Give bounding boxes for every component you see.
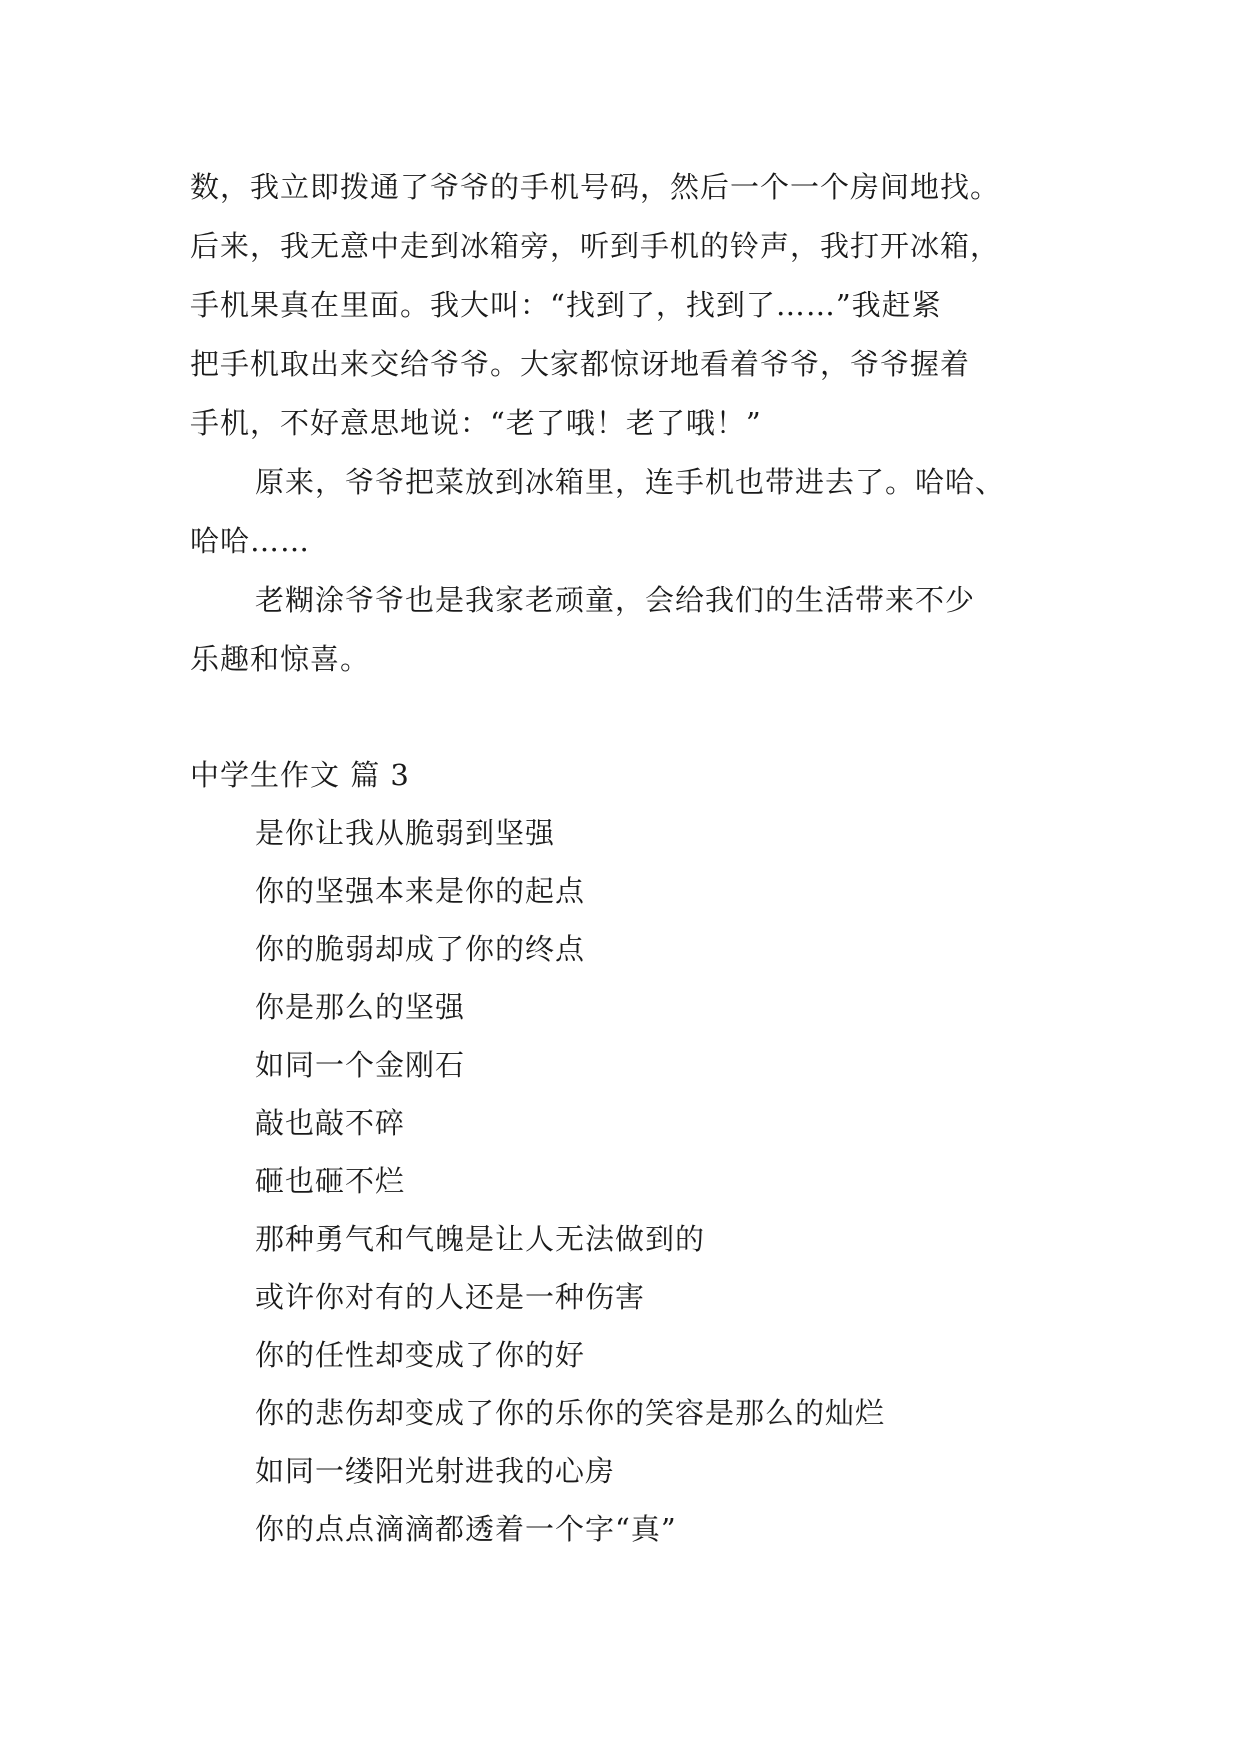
paragraph-line: 数，我立即拨通了爷爷的手机号码，然后一个一个房间地找。 bbox=[190, 170, 1001, 204]
poem-line: 那种勇气和气魄是让人无法做到的 bbox=[255, 1222, 706, 1256]
paragraph-line: 乐趣和惊喜。 bbox=[190, 642, 371, 676]
paragraph-line: 老糊涂爷爷也是我家老顽童，会给我们的生活带来不少 bbox=[255, 583, 976, 617]
paragraph-line: 后来，我无意中走到冰箱旁，听到手机的铃声，我打开冰箱， bbox=[190, 229, 1001, 263]
paragraph-line: 手机果真在里面。我大叫：“找到了，找到了……”我赶紧 bbox=[190, 288, 942, 322]
poem-line: 敲也敲不碎 bbox=[255, 1106, 406, 1140]
poem-line: 是你让我从脆弱到坚强 bbox=[255, 816, 556, 850]
poem-line: 如同一缕阳光射进我的心房 bbox=[255, 1454, 616, 1488]
paragraph-line: 手机，不好意思地说：“老了哦！老了哦！” bbox=[190, 406, 762, 440]
paragraph-line: 哈哈…… bbox=[190, 524, 311, 558]
poem-line: 你的悲伤却变成了你的乐你的笑容是那么的灿烂 bbox=[255, 1396, 886, 1430]
poem-line: 你的脆弱却成了你的终点 bbox=[255, 932, 586, 966]
poem-line: 如同一个金刚石 bbox=[255, 1048, 466, 1082]
poem-line: 你的任性却变成了你的好 bbox=[255, 1338, 586, 1372]
section-heading: 中学生作文 篇 3 bbox=[190, 758, 410, 792]
paragraph-line: 原来，爷爷把菜放到冰箱里，连手机也带进去了。哈哈、 bbox=[255, 465, 1006, 499]
poem-line: 你的坚强本来是你的起点 bbox=[255, 874, 586, 908]
poem-line: 砸也砸不烂 bbox=[255, 1164, 406, 1198]
poem-line: 或许你对有的人还是一种伤害 bbox=[255, 1280, 646, 1314]
poem-line: 你是那么的坚强 bbox=[255, 990, 466, 1024]
paragraph-line: 把手机取出来交给爷爷。大家都惊讶地看着爷爷，爷爷握着 bbox=[190, 347, 971, 381]
poem-line: 你的点点滴滴都透着一个字“真” bbox=[255, 1512, 677, 1546]
